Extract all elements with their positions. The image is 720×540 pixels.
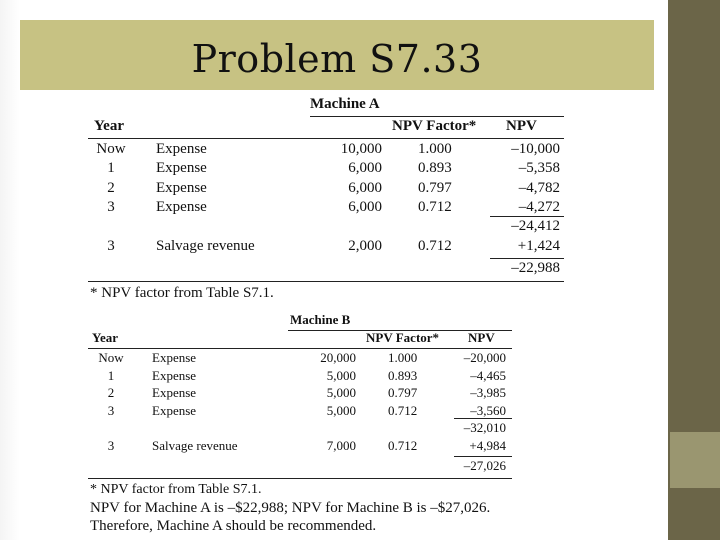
- conclusion-line-1: NPV for Machine A is –$22,988; NPV for Machine B is –$27,026.: [90, 499, 491, 516]
- subtotal-npv: –24,412: [511, 218, 560, 235]
- row-label: Expense: [156, 198, 207, 215]
- npv-cell: +4,984: [469, 437, 506, 453]
- subtotal-rule: [454, 418, 512, 419]
- npv-factor-cell: 0.893: [418, 160, 452, 177]
- conclusion-line-2: Therefore, Machine A should be recommended.: [90, 517, 377, 534]
- amount-cell: 20,000: [320, 350, 356, 365]
- npv-factor-cell: 1.000: [388, 350, 418, 365]
- npv-factor-cell: 0.797: [388, 385, 418, 400]
- amount-cell: 5,000: [326, 367, 356, 383]
- footnote: * NPV factor from Table S7.1.: [90, 285, 274, 302]
- npv-cell: –5,358: [518, 160, 560, 177]
- year-cell: 1: [107, 160, 115, 177]
- title-banner: [20, 20, 654, 90]
- year-header: Year: [92, 330, 118, 345]
- year-cell: 3: [107, 402, 115, 418]
- row-label: Expense: [152, 385, 197, 400]
- npv-factor-cell: 0.797: [418, 179, 452, 196]
- machine-b-heading: Machine B: [290, 312, 351, 327]
- row-label: Expense: [156, 179, 207, 196]
- npv-header: NPV: [506, 118, 537, 134]
- npv-factor-cell: 0.712: [388, 402, 418, 418]
- amount-cell: 2,000: [348, 237, 382, 254]
- table-bottom-rule: [88, 478, 512, 479]
- total-npv: –27,026: [463, 458, 506, 473]
- year-cell: Now: [96, 141, 126, 157]
- machine-b-table: [88, 308, 512, 536]
- total-rule: [454, 456, 512, 457]
- machine-a-table: [88, 90, 564, 300]
- npv-cell: –4,272: [518, 198, 560, 215]
- npv-factor-cell: 0.712: [418, 237, 452, 254]
- row-label: Expense: [152, 402, 197, 418]
- slide-title: Problem S7.33: [191, 37, 483, 81]
- npv-cell: –4,465: [470, 367, 506, 383]
- total-rule: [490, 258, 564, 259]
- amount-cell: 7,000: [326, 437, 356, 453]
- npv-factor-header: NPV Factor*: [366, 330, 440, 345]
- amount-cell: 5,000: [326, 402, 356, 418]
- npv-factor-header: NPV Factor*: [392, 118, 477, 134]
- npv-cell: –3,985: [470, 385, 506, 400]
- subtotal-npv: –32,010: [463, 420, 506, 435]
- npv-header: NPV: [468, 330, 495, 345]
- year-cell: 2: [107, 179, 115, 196]
- npv-cell: –20,000: [463, 350, 506, 365]
- npv-cell: –4,782: [518, 179, 560, 196]
- subtotal-rule: [490, 216, 564, 217]
- amount-cell: 10,000: [340, 141, 382, 157]
- amount-cell: 6,000: [348, 198, 382, 215]
- row-label: Expense: [156, 160, 207, 177]
- amount-cell: 6,000: [348, 160, 382, 177]
- year-cell: 3: [107, 237, 115, 254]
- npv-factor-cell: 0.712: [388, 437, 418, 453]
- total-npv: –22,988: [511, 259, 560, 276]
- year-header: Year: [94, 118, 124, 134]
- machine-a-heading: Machine A: [310, 96, 380, 112]
- row-label: Expense: [152, 350, 197, 365]
- row-label: Salvage revenue: [156, 237, 255, 254]
- npv-cell: –3,560: [470, 402, 506, 418]
- amount-cell: 6,000: [348, 179, 382, 196]
- npv-factor-cell: 0.893: [388, 367, 418, 383]
- year-cell: 3: [107, 198, 115, 215]
- npv-factor-cell: 1.000: [418, 141, 452, 157]
- row-label: Salvage revenue: [152, 437, 238, 453]
- year-cell: 3: [107, 437, 115, 453]
- table-bottom-rule: [88, 281, 564, 282]
- amount-cell: 5,000: [326, 385, 356, 400]
- npv-cell: +1,424: [517, 237, 560, 254]
- header-rule: [88, 138, 564, 139]
- right-bar-accent: [670, 432, 720, 488]
- row-label: Expense: [152, 367, 197, 383]
- left-edge-decoration: [0, 0, 20, 540]
- npv-cell: –10,000: [511, 141, 560, 157]
- year-cell: 1: [107, 367, 115, 383]
- year-cell: 2: [107, 385, 115, 400]
- year-cell: Now: [98, 350, 124, 365]
- npv-factor-cell: 0.712: [418, 198, 452, 215]
- row-label: Expense: [156, 141, 207, 157]
- footnote: * NPV factor from Table S7.1.: [90, 481, 262, 497]
- machine-a-heading-rule: [310, 116, 564, 117]
- header-rule: [88, 348, 512, 349]
